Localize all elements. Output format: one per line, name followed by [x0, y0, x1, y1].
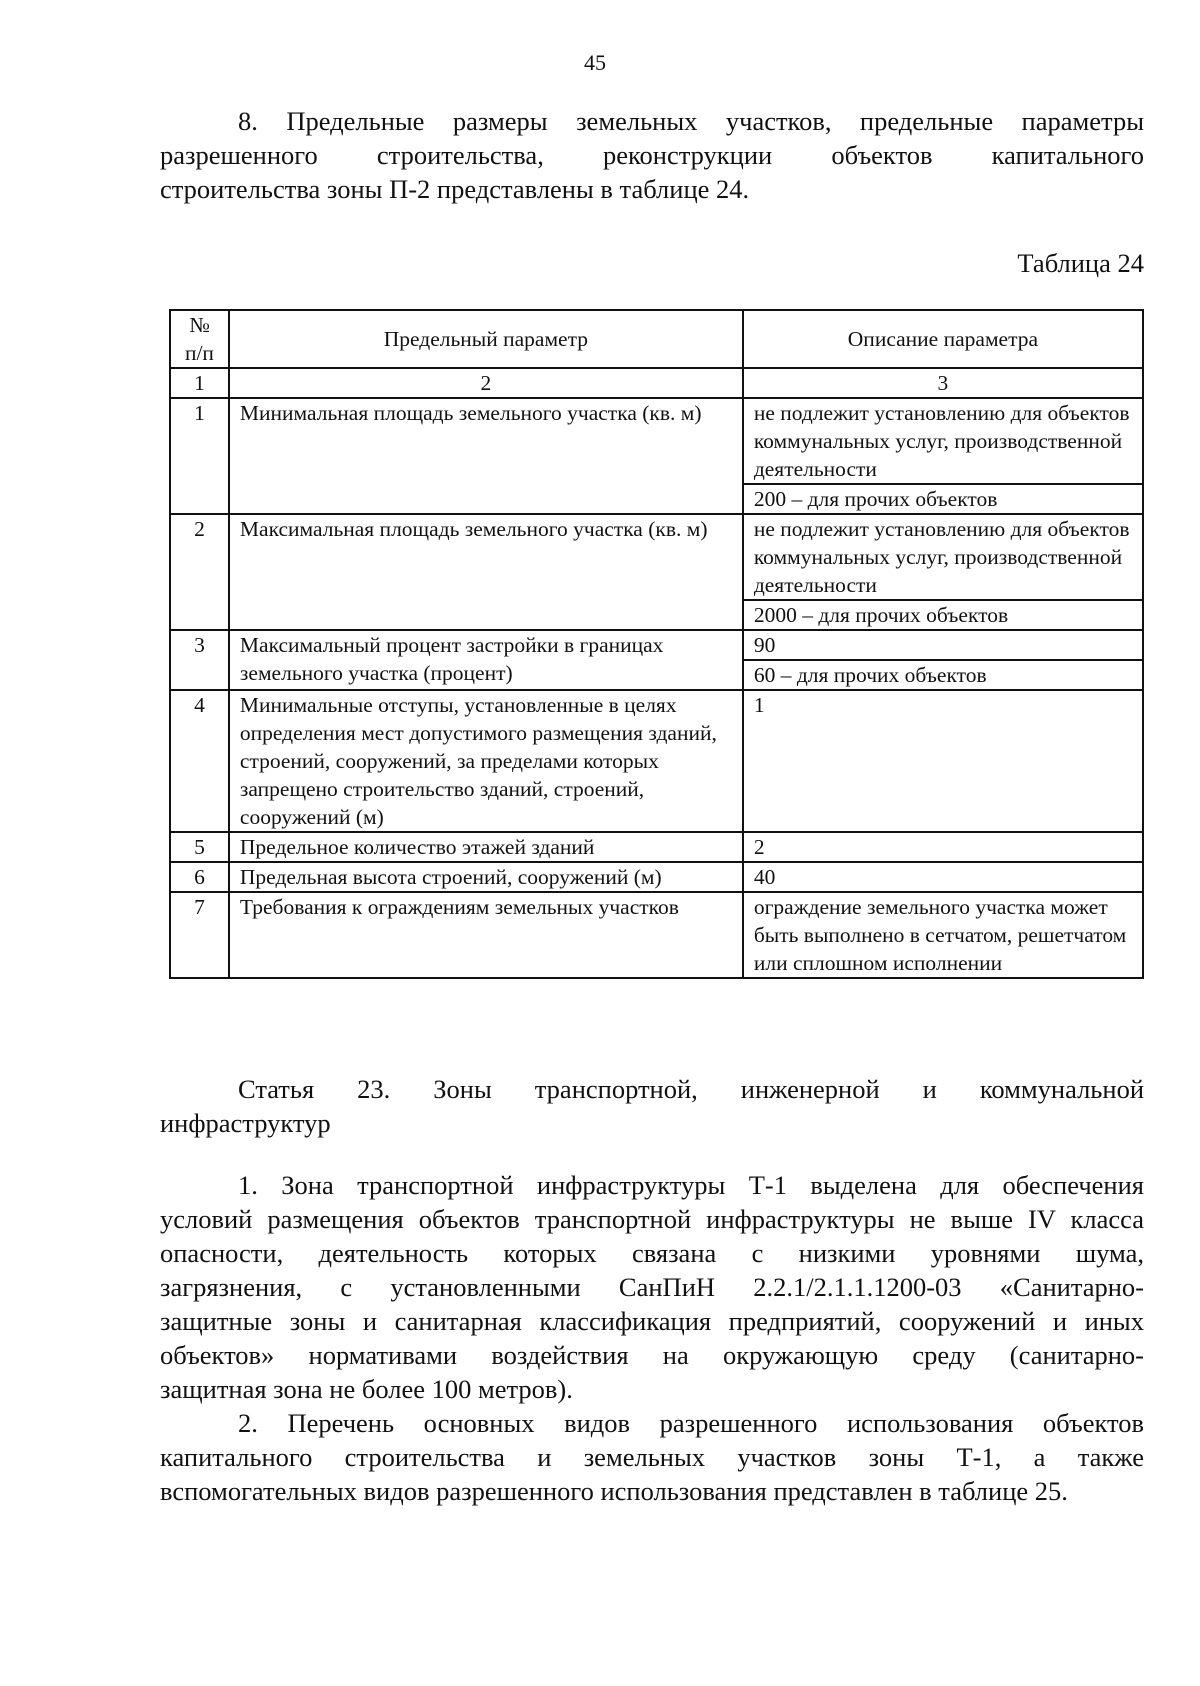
page-number: 45 [584, 50, 606, 75]
header-num [170, 310, 229, 368]
paragraph-2 [160, 1406, 1144, 1508]
table-row [170, 630, 1143, 660]
table-row [170, 514, 1143, 600]
row-desc: 60 – для прочих объектов [743, 660, 1143, 690]
row-num: 3 [170, 630, 229, 690]
intro-line: 8. Предельные размеры земельных участков, предельные параметры [238, 106, 1144, 136]
row-param: Минимальные отступы, установленные в целях определения мест допустимого размещения зданий, строений, сооружений, за пределами которых запрещено строительство зданий, строений, сооружений (м) [229, 690, 743, 832]
header-description: Описание параметра [743, 310, 1143, 368]
table-header-row [170, 310, 1143, 368]
index-cell: 3 [743, 368, 1143, 398]
row-param: Максимальный процент застройки в границах земельного участка (процент) [229, 630, 743, 690]
row-desc: 2 [743, 832, 1143, 862]
table-row [170, 892, 1143, 978]
row-desc: 90 [743, 630, 1143, 660]
row-param: Минимальная площадь земельного участка (кв. м) [229, 398, 743, 514]
paragraph-2-line: вспомогательных видов разрешенного использования представлен в таблице 25. [160, 1476, 1068, 1506]
intro-line: разрешенного строительства, реконструкции объектов капитального [160, 140, 1144, 170]
paragraph-1-line: защитные зоны и санитарная классификация предприятий, сооружений и иных [160, 1306, 1144, 1336]
row-num: 6 [170, 862, 229, 892]
header-param: Предельный параметр [229, 310, 743, 368]
intro-line: строительства зоны П-2 представлены в таблице 24. [160, 174, 750, 204]
table-row [170, 690, 1143, 832]
paragraph-1-line: условий размещения объектов транспортной инфраструктуры не выше IV класса [160, 1204, 1144, 1234]
index-cell: 2 [229, 368, 743, 398]
table-index-row [170, 368, 1143, 398]
header-num-line1: № [189, 313, 210, 337]
table-row [170, 398, 1143, 484]
row-desc: 40 [743, 862, 1143, 892]
row-num: 4 [170, 690, 229, 832]
paragraph-1-line: опасности, деятельность которых связана с низкими уровнями шума, [160, 1238, 1144, 1268]
row-num: 5 [170, 832, 229, 862]
row-param: Предельная высота строений, сооружений (м) [229, 862, 743, 892]
article-line: Статья 23. Зоны транспортной, инженерной и коммунальной [238, 1074, 1144, 1104]
row-num: 1 [170, 398, 229, 514]
parameters-table [169, 309, 1144, 979]
row-desc: не подлежит установлению для объектов коммунальных услуг, производственной деятельности [743, 514, 1143, 600]
header-num-line2: п/п [184, 341, 214, 365]
paragraph-1-line: объектов» нормативами воздействия на окружающую среду (санитарно- [160, 1340, 1144, 1370]
row-param: Предельное количество этажей зданий [229, 832, 743, 862]
intro-paragraph [160, 104, 1144, 206]
article-heading [160, 1072, 1144, 1140]
row-desc: ограждение земельного участка может быть выполнено в сетчатом, решетчатом или сплошном исполнении [743, 892, 1143, 978]
row-param: Максимальная площадь земельного участка (кв. м) [229, 514, 743, 630]
row-num: 2 [170, 514, 229, 630]
table-caption: Таблица 24 [1017, 248, 1144, 278]
paragraph-1-line: 1. Зона транспортной инфраструктуры Т-1 выделена для обеспечения [238, 1170, 1144, 1200]
table-row [170, 862, 1143, 892]
paragraph-1-line: защитная зона не более 100 метров). [160, 1374, 573, 1404]
row-desc: 200 – для прочих объектов [743, 484, 1143, 514]
index-cell: 1 [170, 368, 229, 398]
row-desc: не подлежит установлению для объектов коммунальных услуг, производственной деятельности [743, 398, 1143, 484]
paragraph-2-line: капитального строительства и земельных участков зоны Т-1, а также [160, 1442, 1144, 1472]
paragraph-1-line: загрязнения, с установленными СанПиН 2.2.1/2.1.1.1200-03 «Санитарно- [160, 1272, 1144, 1302]
row-param: Требования к ограждениям земельных участков [229, 892, 743, 978]
article-line: инфраструктур [160, 1108, 331, 1138]
row-desc: 2000 – для прочих объектов [743, 600, 1143, 630]
row-num: 7 [170, 892, 229, 978]
table-row [170, 832, 1143, 862]
paragraph-2-line: 2. Перечень основных видов разрешенного использования объектов [238, 1408, 1144, 1438]
paragraph-1 [160, 1168, 1144, 1406]
row-desc: 1 [743, 690, 1143, 832]
